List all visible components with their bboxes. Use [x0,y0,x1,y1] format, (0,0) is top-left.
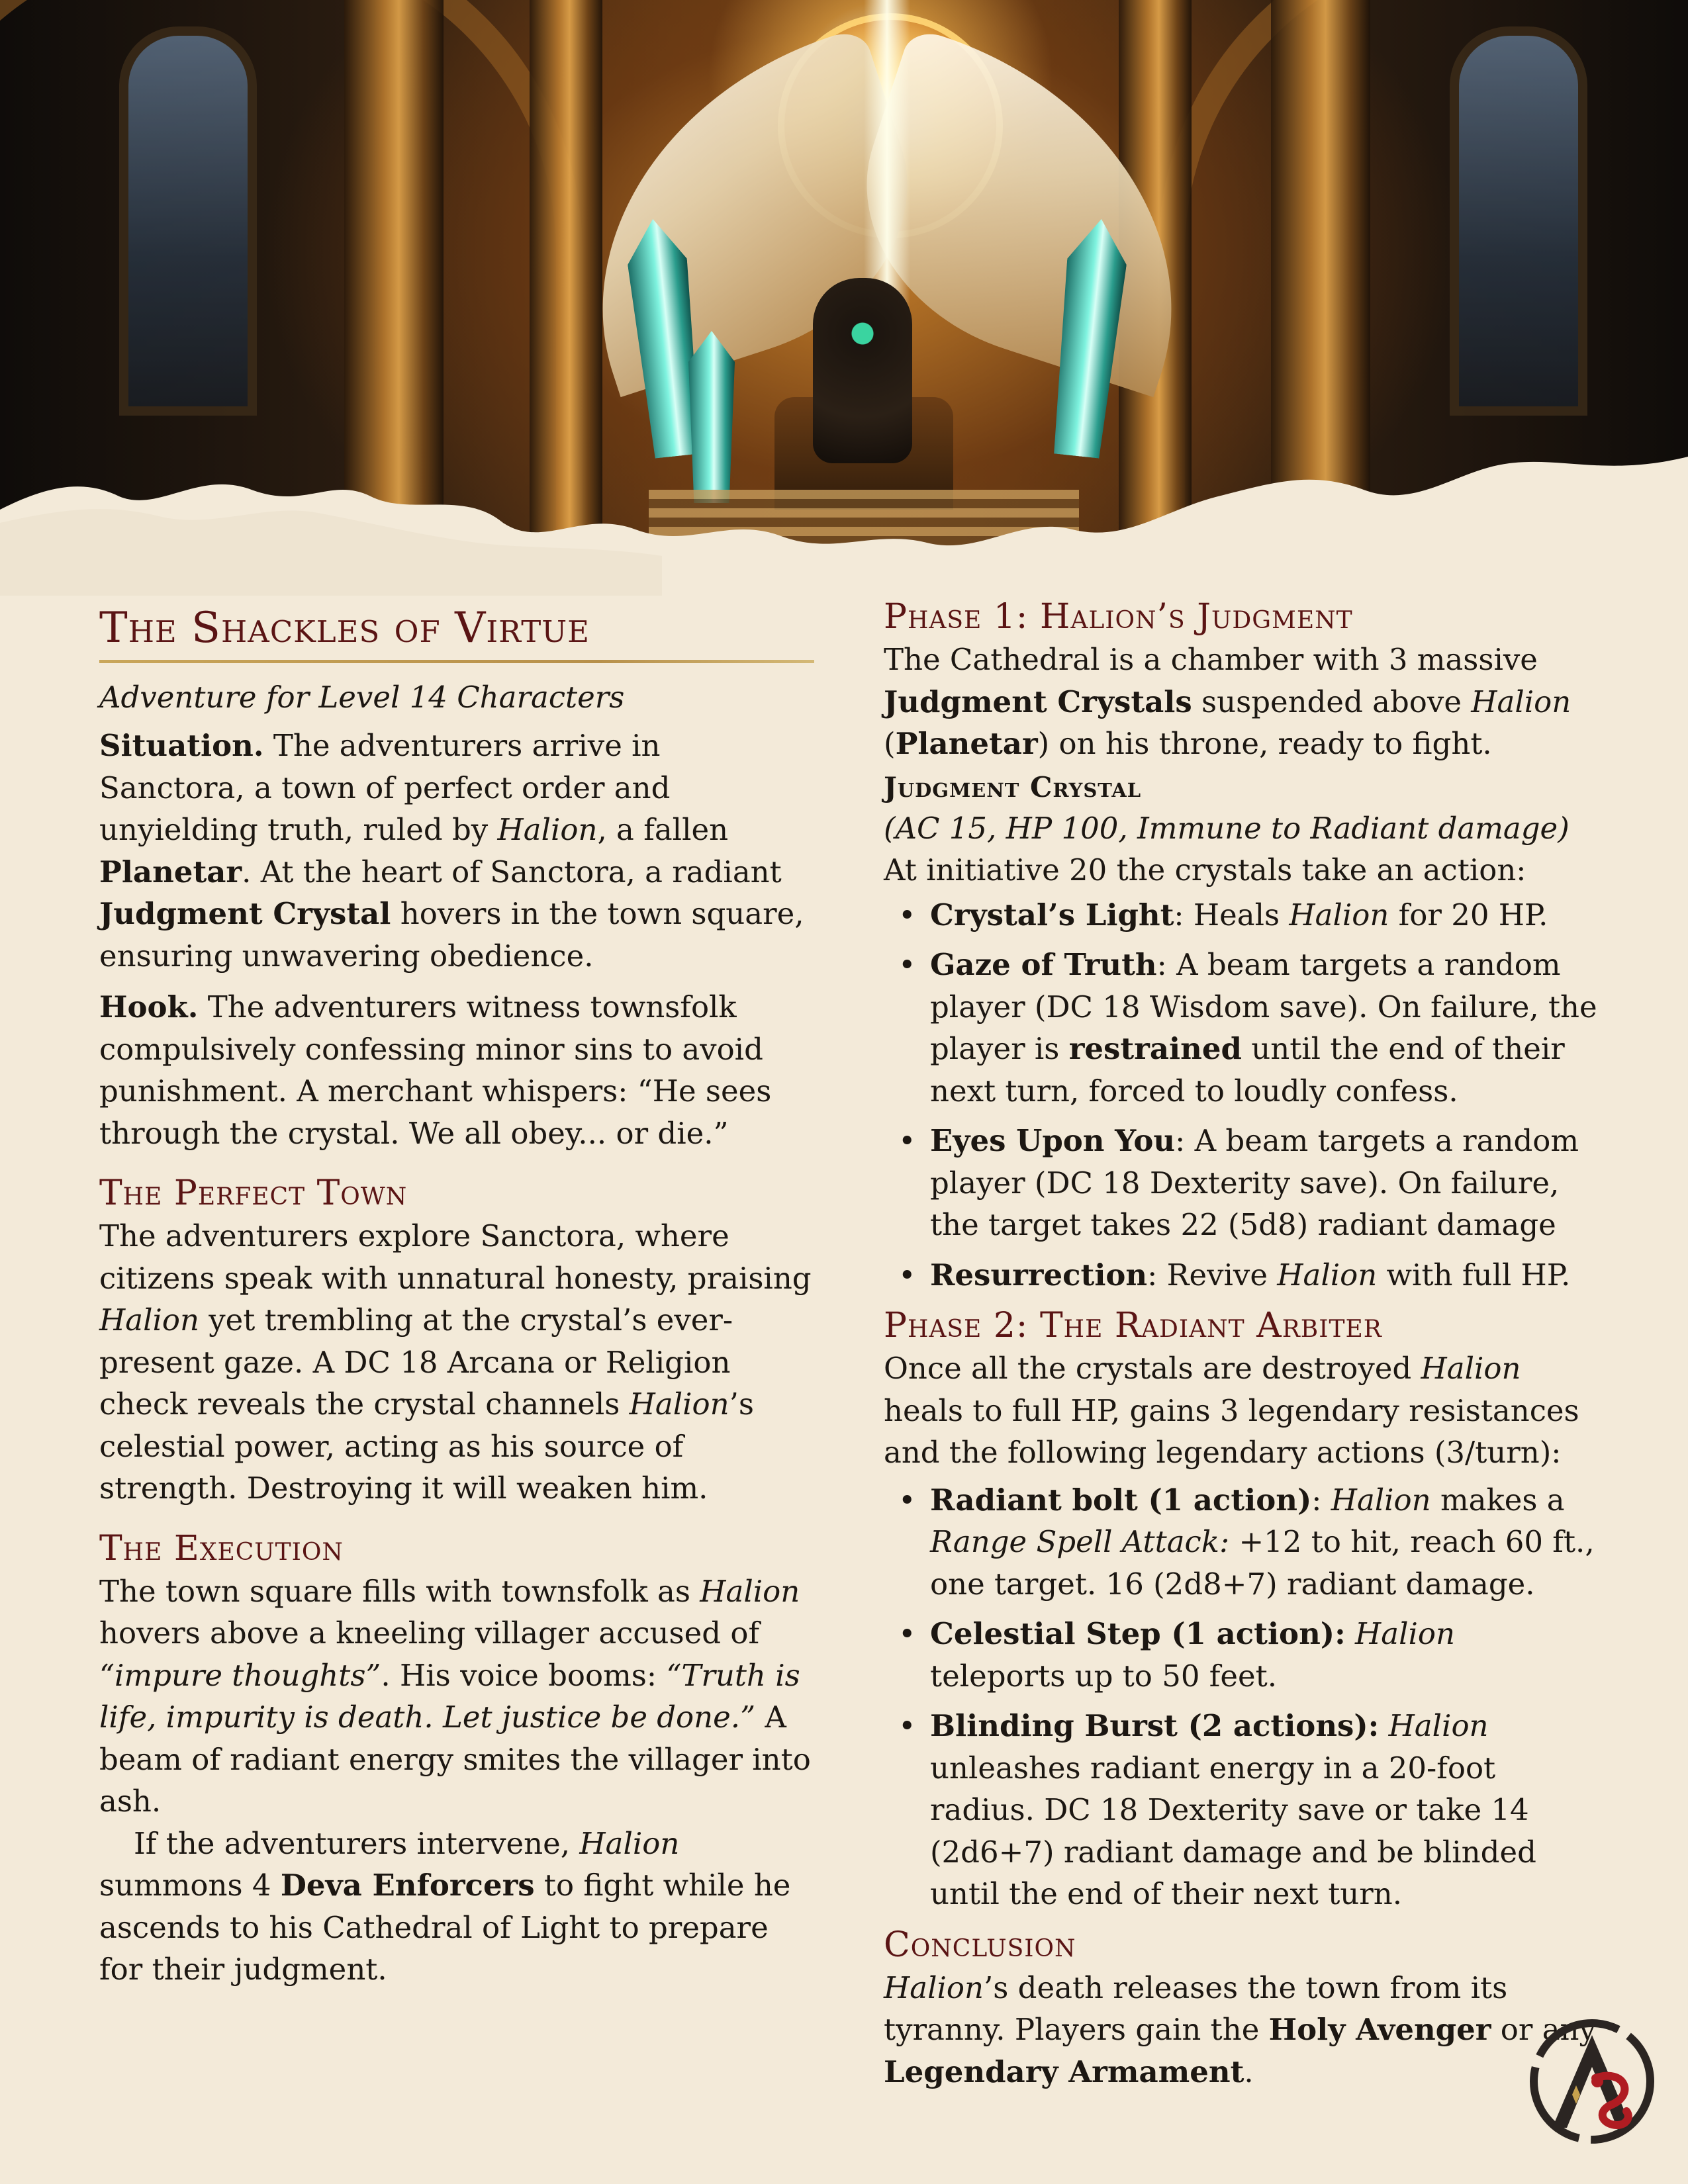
text: Deva Enforcers [280,1868,535,1903]
crystal-actions-list [884,894,1599,1297]
text: Halion [629,1387,729,1422]
text: : Heals [1174,897,1289,933]
text: Holy Avenger [1268,2012,1491,2047]
text: Judgment Crystal [99,896,391,931]
window-left [119,26,257,416]
text: Planetar [895,726,1038,761]
text: , a fallen [597,812,729,847]
text: suspended above [1192,684,1472,719]
text: Once all the crystals are destroyed [884,1351,1421,1386]
text: Halion [1355,1616,1455,1651]
list-item [884,1254,1599,1297]
text: ’s celestial power, acting as his source of strength. Destroying it will weaken him. [99,1387,754,1506]
execution-paragraph [99,1570,814,1823]
text: yet trembling at the crystal’s ever-present gaze. A DC 18 Arcana or Religion check reveals the crystal channels [99,1302,733,1422]
text: : A beam targets a random player (DC 18 Dexterity save). On failure, the target takes 22 (5d8) radiant damage [930,1123,1579,1242]
list-item [884,1613,1599,1697]
text: unleashes radiant energy in a 20-foot radius. DC 18 Dexterity save or take 14 (2d6+7) radiant damage and be blinded until the end of their next turn. [930,1750,1536,1911]
text: Halion [1289,897,1389,933]
list-item [884,894,1599,936]
text: Halion [1421,1351,1521,1386]
text: hovers in the town square, ensuring unwavering obedience. [99,896,804,974]
text: Halion [99,1302,199,1338]
list-item [884,944,1599,1112]
text: teleports up to 50 feet. [930,1658,1278,1694]
text: or any [1491,2012,1596,2047]
crystal-subheading: Judgment Crystal [884,770,1142,803]
text [1346,1616,1355,1651]
phase1-paragraph [884,639,1599,765]
text: Judgment Crystals [884,684,1192,719]
right-column [884,592,1599,2093]
text: hovers above a kneeling villager accused of [99,1615,760,1651]
text: . [1244,2054,1254,2089]
text: The adventurers arrive in Sanctora, a town of perfect order and unyielding truth, ruled by [99,728,671,847]
title-divider [99,660,814,663]
text: The Cathedral is a chamber with 3 massive [884,642,1538,677]
text: Celestial Step (1 action): [930,1616,1346,1651]
text: Legendary Armament [884,2054,1244,2089]
subtitle: Adventure for Level 14 Characters [99,680,625,715]
list-item [884,1479,1599,1606]
text: Halion [1388,1708,1489,1743]
situation-label: Situation. [99,728,264,763]
text: . At the heart of Sanctora, a radiant [242,854,782,889]
text: Gaze of Truth [930,947,1157,982]
phase2-paragraph [884,1347,1599,1474]
text: Halion [1331,1482,1431,1518]
text: makes a [1430,1482,1565,1518]
text: Halion [700,1573,800,1609]
header-illustration [0,0,1688,596]
text: until the end of their next turn, forced to loudly confess. [930,1031,1565,1109]
text: to fight while he ascends to his Cathedral of Light to prepare for their judgment. [99,1868,791,1987]
window-right [1450,26,1587,416]
text: Radiant bolt (1 action) [930,1482,1312,1518]
text: The town square fills with townsfolk as [99,1573,700,1609]
hook-label: Hook. [99,989,199,1024]
text: The adventurers witness townsfolk compulsively confessing minor sins to avoid punishment. A merchant whispers: “He sees through the crystal. We all obey... or die.” [99,989,772,1151]
page-title: The Shackles of Virtue [99,604,590,653]
section-heading-execution: The Execution [99,1528,344,1569]
text: for 20 HP. [1389,897,1548,933]
list-item [884,1705,1599,1915]
text: The adventurers explore Sanctora, where citizens speak with unnatural honesty, praising [99,1218,812,1296]
text: ( [884,726,896,761]
text: Crystal’s Light [930,897,1174,933]
text: Resurrection [930,1257,1148,1293]
torn-paper-edge [0,397,1688,596]
list-item [884,1120,1599,1246]
text: ’s death releases the town from its tyranny. Players gain the [884,1970,1508,2047]
conclusion-paragraph [884,1967,1599,2093]
text: “Truth is life, impurity is death. Let justice be done.” [99,1657,800,1735]
text: Halion [497,812,598,847]
text: Halion [1471,684,1571,719]
text: ) on his throne, ready to fight. [1037,726,1492,761]
text: If the adventurers intervene, [134,1825,580,1861]
section-heading-perfect-town: The Perfect Town [99,1173,408,1213]
crystal-stats: (AC 15, HP 100, Immune to Radiant damage) [884,810,1570,846]
text: +12 to hit, reach 60 ft., one target. 16 (2d8+7) radiant damage. [930,1524,1595,1602]
text: : Revive [1147,1257,1278,1293]
text: A beam of radiant energy smites the villager into ash. [99,1700,811,1819]
text: : A beam targets a random player (DC 18 Wisdom save). On failure, the player is [930,947,1597,1066]
text: Halion [579,1825,680,1861]
text: heals to full HP, gains 3 legendary resistances and the following legendary actions (3/turn): [884,1392,1579,1470]
section-heading-phase-2: Phase 2: The Radiant Arbiter [884,1306,1382,1345]
text: : [1311,1482,1331,1518]
text: Halion [884,1970,984,2005]
text: summons 4 [99,1868,281,1903]
publisher-logo-icon [1526,2015,1658,2148]
hook-paragraph [99,986,814,1154]
intervene-paragraph [99,1823,814,1991]
initiative-text: At initiative 20 the crystals take an action: [884,852,1526,887]
text: restrained [1068,1031,1242,1066]
text: Range Spell Attack: [930,1524,1230,1559]
legendary-actions-list [884,1479,1599,1915]
situation-paragraph [99,725,814,977]
text: with full HP. [1377,1257,1571,1293]
left-column [99,592,814,1991]
text: Halion [1277,1257,1378,1293]
text: “impure thoughts” [99,1657,381,1693]
text [1379,1708,1388,1743]
section-heading-phase-1: Phase 1: Halion’s Judgment [884,597,1353,637]
perfect-town-paragraph [99,1215,814,1510]
text: Eyes Upon You [930,1123,1176,1158]
text: . His voice booms: [381,1657,667,1693]
text: Blinding Burst (2 actions): [930,1708,1380,1743]
text: Planetar [99,854,242,889]
section-heading-conclusion: Conclusion [884,1925,1076,1965]
